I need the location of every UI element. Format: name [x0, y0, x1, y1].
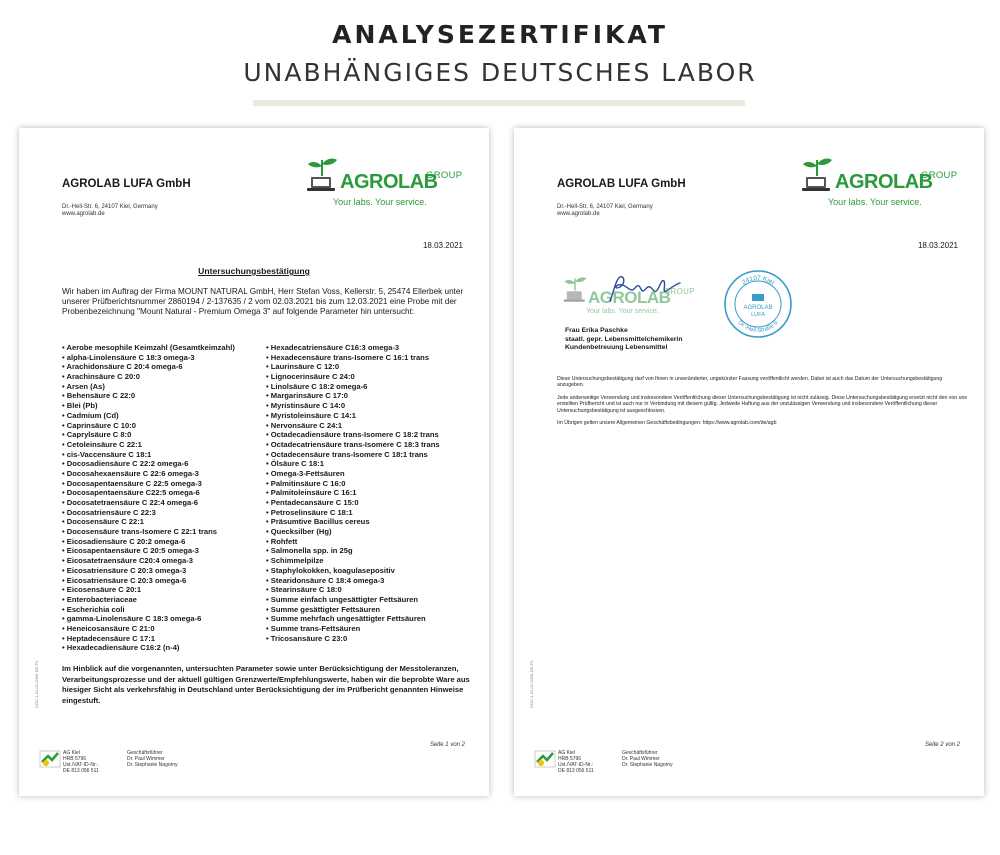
parameter-item: • Docosapentaensäure C22:5 omega-6 — [62, 488, 200, 498]
parameter-item: • Behensäure C 22:0 — [62, 391, 136, 401]
certificate-page-1 — [19, 128, 489, 796]
footer-line: Ust./VAT-ID-Nr.: — [63, 762, 99, 768]
footer-line: HRB 5796 — [63, 756, 87, 762]
accreditation-icon — [534, 748, 556, 770]
agrolab-logo — [302, 154, 462, 212]
parameter-item: • Summe mehrfach ungesättigter Fettsäuren — [266, 614, 426, 624]
stamp-mid-text-1: AGROLAB — [743, 305, 773, 311]
document-title: Untersuchungsbestätigung — [198, 266, 310, 276]
parameter-item: • Caprylsäure C 8:0 — [62, 430, 132, 440]
logo-group: GROUP — [921, 170, 958, 181]
handwritten-signature — [604, 271, 684, 311]
footer-line: Dr. Stephanie Nagorny — [127, 762, 178, 768]
logo-group: GROUP — [664, 287, 695, 296]
footer-line: DE 813 056 511 — [558, 768, 594, 774]
page-number: Seite 1 von 2 — [429, 742, 465, 748]
plant-laptop-icon — [797, 154, 837, 194]
plant-laptop-icon — [560, 274, 590, 304]
parameter-item: • Octadecadiensäure trans-Isomere C 18:2 trans — [266, 430, 439, 440]
page-number: Seite 2 von 2 — [924, 742, 960, 748]
parameter-item: • Heneicosansäure C 21:0 — [62, 623, 155, 633]
footer-line: Ust./VAT-ID-Nr.: — [558, 762, 594, 768]
parameter-item: • Palmitinsäure C 16:0 — [266, 478, 346, 488]
parameter-item: • Hexadecensäure trans-Isomere C 16:1 trans — [266, 352, 430, 362]
official-stamp — [722, 268, 794, 340]
parameter-item: • Escherichia coli — [62, 604, 125, 614]
footer-line: HRB 5796 — [558, 756, 582, 762]
parameter-item: • Cetoleinsäure C 22:1 — [62, 439, 142, 449]
stamp-top-text: 24107 Kiel — [740, 274, 776, 287]
signer-role: Kundenbetreuung Lebensmittel — [565, 344, 668, 352]
parameter-item: • Enterobacteriaceae — [62, 594, 137, 604]
address-line: Dr.-Hell-Str. 6, 24107 Kiel, Germany — [62, 204, 158, 210]
parameter-item: • Lignocerinsäure C 24:0 — [266, 372, 355, 382]
agrolab-logo — [797, 154, 957, 212]
logo-word: AGROLAB — [835, 171, 933, 193]
parameter-item: • Präsumtive Bacillus cereus — [266, 517, 370, 527]
page-header-subtitle: UNABHÄNGIGES DEUTSCHES LABOR — [243, 58, 757, 87]
parameter-item: • Nervonsäure C 24:1 — [266, 420, 343, 430]
footer-line: Dr. Paul Wimmer — [622, 756, 660, 762]
parameter-item: • Eicosatriensäure C 20:3 omega-6 — [62, 575, 187, 585]
parameter-item: • Arachinsäure C 20:0 — [62, 372, 140, 382]
footer-line: Dr. Paul Wimmer — [127, 756, 165, 762]
page-header-title: ANALYSEZERTIFIKAT — [332, 20, 668, 49]
side-document-code: DOC-1-01-01-0458-DE-P1 — [529, 660, 534, 708]
conclusion-paragraph: Im Hinblick auf die vorgenannten, untersuchten Parameter sowie unter Berücksichtigung der Messtoleranzen, Verarbeitungsprozesse und der aktuell gültigen Grenzwerte/Empfehlungswerte, haben wir die beprobte Ware aus hiesiger Sicht als verkehrsfähig in Deutschland unter Berücksichtigung der im Prüfbericht genannten Hinweise eingestuft. — [62, 664, 470, 705]
parameter-item: • Eicosensäure C 20:1 — [62, 585, 142, 595]
side-document-code: DOC-1-01-01-0458-DE-P1 — [34, 660, 39, 708]
intro-paragraph: Wir haben im Auftrag der Firma MOUNT NATURAL GmbH, Herr Stefan Voss, Kellerstr. 5, 25474 Ellerbek unter unserer Prüfberichtsnummer 2860194 / 2-137635 / 2 vom 02.03.2021 bis zum 12.03.2021 eine Probe mit der Probenbezeichnung "Mount Natural - Premium Omega 3" auf folgende Parameter hin untersucht: — [62, 287, 464, 317]
footer-registry — [63, 750, 99, 774]
logo-tagline: Your labs. Your service. — [828, 197, 922, 207]
document-date: 18.03.2021 — [917, 241, 958, 250]
parameter-item: • Heptadecensäure C 17:1 — [62, 633, 155, 643]
parameter-item: • Quecksilber (Hg) — [266, 527, 332, 537]
parameter-item: • Stearinsäure C 18:0 — [266, 585, 342, 595]
parameter-item: • Octadecensäure trans-Isomere C 18:1 trans — [266, 449, 428, 459]
parameter-item: • Docosapentaensäure C 22:5 omega-3 — [62, 478, 202, 488]
stamp-mid-text-2: LUFA — [751, 312, 765, 318]
website-line: www.agrolab.de — [557, 211, 600, 217]
parameter-item: • Docosahexaensäure C 22:6 omega-3 — [62, 468, 199, 478]
parameter-item: • Palmitoleinsäure C 16:1 — [266, 488, 357, 498]
stamp-seal-icon — [722, 268, 794, 340]
parameter-item: • Eicosadiensäure C 20:2 omega-6 — [62, 536, 186, 546]
parameter-item: • Schimmelpilze — [266, 556, 324, 566]
parameter-item: • Hexadecadiensäure C16:2 (n-4) — [62, 643, 180, 653]
parameter-item: • Ölsäure C 18:1 — [266, 459, 324, 469]
parameter-item: • Summe trans-Fettsäuren — [266, 623, 361, 633]
footer-line: Geschäftsführer — [622, 750, 658, 756]
footer-line: AG Kiel — [558, 750, 575, 756]
parameter-item: • Margarinsäure C 17:0 — [266, 391, 349, 401]
parameter-item: • Docosatetraensäure C 22:4 omega-6 — [62, 498, 199, 507]
parameter-item: • Rohfett — [266, 536, 298, 546]
parameter-item: • Pentadecansäure C 15:0 — [266, 498, 359, 507]
parameter-item: • Blei (Pb) — [62, 401, 98, 411]
parameter-item: • gamma-Linolensäure C 18:3 omega-6 — [62, 614, 202, 624]
footer-registry — [558, 750, 594, 774]
logo-tagline: Your labs. Your service. — [333, 197, 427, 207]
parameter-item: • Docosatriensäure C 22:3 — [62, 507, 156, 517]
logo-word: AGROLAB — [340, 171, 438, 193]
signer-name: Frau Erika Paschke — [565, 327, 628, 334]
logo-group: GROUP — [426, 170, 463, 181]
website-line: www.agrolab.de — [62, 211, 105, 217]
parameter-item: • Eicosapentaensäure C 20:5 omega-3 — [62, 546, 199, 556]
parameter-item: • Aerobe mesophile Keimzahl (Gesamtkeimzahl) — [62, 343, 235, 352]
footer-management — [127, 750, 178, 768]
parameter-item: • Hexadecatriensäure C16:3 omega-3 — [266, 343, 400, 352]
header-divider — [253, 100, 745, 106]
parameter-item: • cis-Vaccensäure C 18:1 — [62, 449, 152, 459]
parameter-item: • Eicosatriensäure C 20:3 omega-3 — [62, 565, 187, 575]
parameter-item: • Docosensäure C 22:1 — [62, 517, 145, 527]
note-paragraph: Jede anderweitige Verwendung und insbesondere Veröffentlichung dieser Untersuchungsbestätigung ist nicht zulässig. Diese Untersuchungsbestätigung ersetzt nicht den von uns erstellten Prüfbericht und ist auch nur in Verbindung mit diesem gültig. Jedwede Haftung aus der unzulässigen Verwendung und insbesondere Veröffentlichung dieser Untersuchungsbestätigung ist ausgeschlossen. — [557, 394, 967, 414]
company-address — [62, 204, 158, 218]
parameter-item: • Petroselinsäure C 18:1 — [266, 507, 353, 517]
accreditation-icon — [39, 748, 61, 770]
parameter-item: • Summe gesättigter Fettsäuren — [266, 604, 381, 614]
parameter-item: • Cadmium (Cd) — [62, 410, 119, 420]
parameter-item: • Stearidonsäure C 18:4 omega-3 — [266, 575, 385, 585]
parameter-item: • Arsen (As) — [62, 381, 105, 391]
parameter-item: • Salmonella spp. in 25g — [266, 546, 353, 556]
signer-block — [565, 327, 682, 353]
parameter-item: • Staphylokokken, koagulasepositiv — [266, 565, 395, 575]
note-paragraph: Im Übrigen gelten unsere Allgemeinen Geschäftsbedingungen: https://www.agrolab.com/de/agb — [557, 420, 777, 427]
company-name: AGROLAB LUFA GmbH — [62, 178, 191, 190]
logo-tagline: Your labs. Your service. — [586, 308, 659, 315]
parameter-item: • Arachidonsäure C 20:4 omega-6 — [62, 362, 183, 372]
parameter-item: • Eicosatetraensäure C20:4 omega-3 — [62, 556, 193, 566]
document-date: 18.03.2021 — [422, 241, 463, 250]
company-address — [557, 204, 653, 218]
parameter-item: • Summe einfach ungesättigter Fettsäuren — [266, 594, 419, 604]
parameter-item: • Caprinsäure C 10:0 — [62, 420, 136, 430]
parameter-item: • Tricosansäure C 23:0 — [266, 633, 348, 643]
parameter-list-right — [266, 343, 440, 643]
address-line: Dr.-Hell-Str. 6, 24107 Kiel, Germany — [557, 204, 653, 210]
parameter-item: • Myristinsäure C 14:0 — [266, 401, 346, 411]
stamp-bottom-text: Dr.-Hell-Straße 6 — [736, 319, 780, 335]
svg-text:24107 Kiel — [741, 275, 776, 287]
parameter-item: • Linolsäure C 18:2 omega-6 — [266, 381, 368, 391]
footer-line: Dr. Stephanie Nagorny — [622, 762, 673, 768]
footer-management — [622, 750, 673, 768]
parameter-item: • Laurinsäure C 12:0 — [266, 362, 340, 372]
logo-word: AGROLAB — [588, 288, 671, 307]
certificate-page-2 — [514, 128, 984, 796]
parameter-item: • Docosadiensäure C 22:2 omega-6 — [62, 459, 189, 469]
footer-line: Geschäftsführer — [127, 750, 163, 756]
parameter-item: • Myristoleinsäure C 14:1 — [266, 410, 357, 420]
footer-line: AG Kiel — [63, 750, 80, 756]
parameter-item: • alpha-Linolensäure C 18:3 omega-3 — [62, 352, 195, 362]
footer-line: DE 813 056 511 — [63, 768, 99, 774]
parameter-item: • Octadecatriensäure trans-Isomere C 18:3 trans — [266, 439, 440, 449]
note-paragraph: Diese Untersuchungsbestätigung darf von Ihnen in unveränderter, ungekürzter Fassung veröffentlicht werden. Dabei ist auch das Datum der Untersuchungsbestätigung anzugeben. — [557, 376, 943, 389]
usage-notes — [557, 376, 967, 432]
parameter-list-left — [62, 343, 235, 653]
signer-title: staatl. gepr. Lebensmittelchemikerin — [565, 335, 683, 343]
plant-laptop-icon — [302, 154, 342, 194]
parameter-item: • Omega-3-Fettsäuren — [266, 468, 345, 478]
parameter-item: • Docosensäure trans-Isomere C 22:1 trans — [62, 527, 218, 537]
company-name: AGROLAB LUFA GmbH — [557, 178, 686, 190]
